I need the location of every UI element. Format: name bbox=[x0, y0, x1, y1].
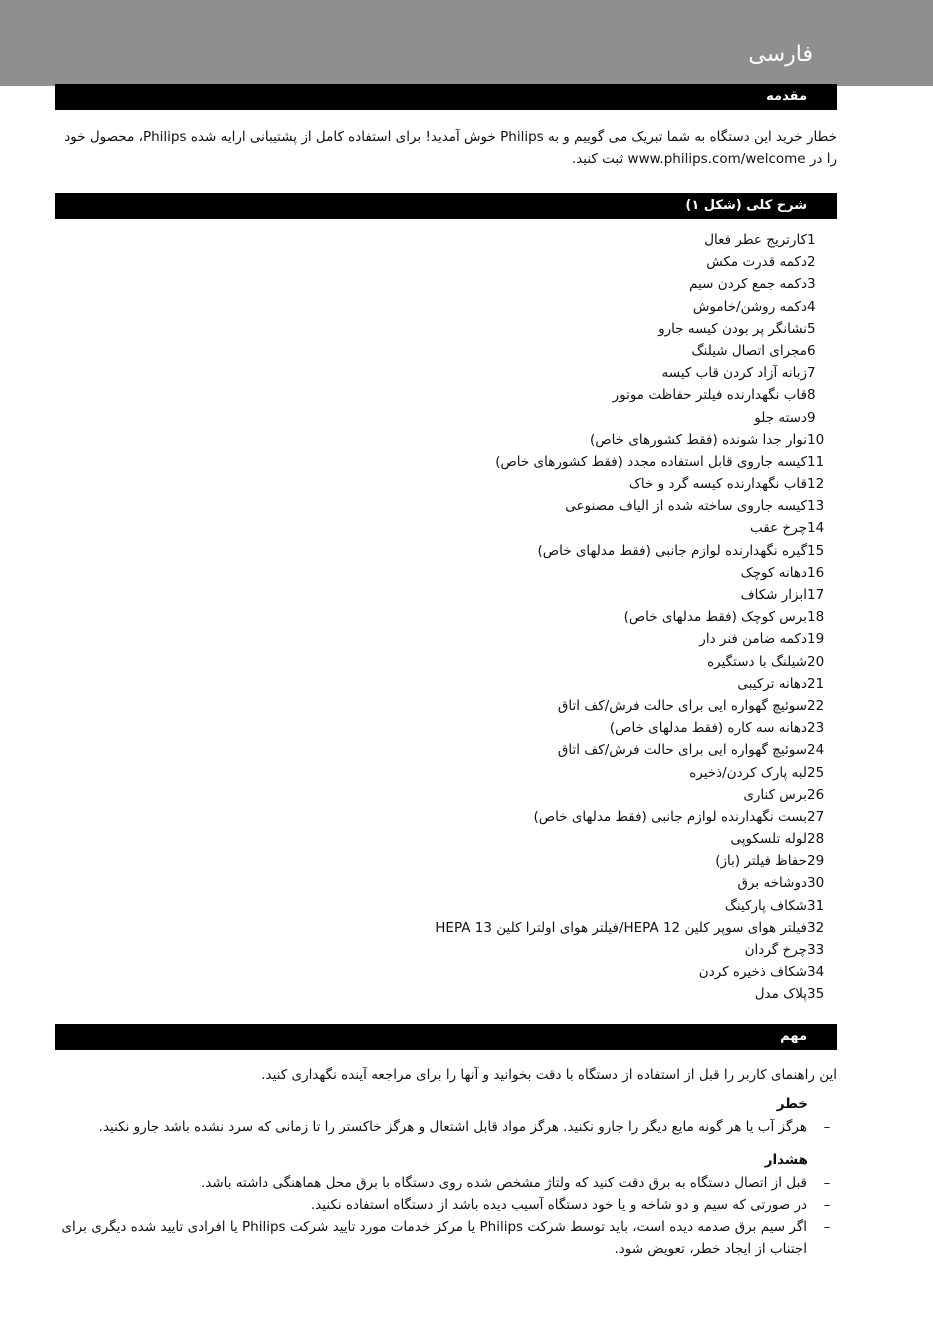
warning-item bbox=[55, 1194, 837, 1216]
overview-item bbox=[137, 939, 837, 961]
overview-item-text: زبانه آزاد کردن قاب کیسه bbox=[661, 365, 807, 382]
overview-item-number: 35 bbox=[807, 986, 825, 1003]
overview-item-number: 26 bbox=[807, 786, 825, 803]
dash-mark: – bbox=[823, 1197, 831, 1213]
overview-item-number: 14 bbox=[807, 520, 825, 537]
overview-item bbox=[137, 828, 837, 850]
overview-item bbox=[137, 562, 837, 584]
overview-item-number: 4 bbox=[807, 298, 816, 315]
overview-item-number: 8 bbox=[807, 387, 816, 404]
overview-item-number: 22 bbox=[807, 697, 825, 714]
danger-title: خطر bbox=[776, 1096, 808, 1112]
language-tab bbox=[0, 0, 933, 86]
overview-list bbox=[137, 229, 837, 1006]
overview-item-number: 1 bbox=[807, 232, 816, 248]
overview-item-text: چرخ عقب bbox=[750, 520, 807, 537]
overview-item bbox=[137, 784, 837, 806]
overview-item bbox=[137, 407, 837, 429]
overview-item bbox=[137, 340, 837, 362]
overview-item-number: 2 bbox=[807, 254, 816, 271]
overview-item-text: سوئیچ گهواره ایی برای حالت فرش/کف اتاق bbox=[557, 697, 807, 714]
overview-item-text: کارتریج عطر فعال bbox=[704, 232, 807, 248]
overview-item bbox=[137, 717, 837, 739]
overview-item bbox=[137, 517, 837, 539]
overview-item bbox=[137, 584, 837, 606]
overview-item-number: 6 bbox=[807, 342, 816, 359]
warning-item-text: قبل از اتصال دستگاه به برق دقت کنید که ولتاژ مشخص شده روی دستگاه با برق محل هماهنگی داشته باشد. bbox=[200, 1175, 807, 1191]
dash-mark: – bbox=[823, 1219, 831, 1235]
overview-item-number: 29 bbox=[807, 853, 825, 870]
intro-paragraph: خطار خرید این دستگاه به شما تبریک می گوییم و به Philips خوش آمدید! برای استفاده کامل از پشتیبانی ارایه شده Philips، محصول خود را در www.philips.com/welcome ثبت کنید. bbox=[64, 129, 837, 167]
overview-item bbox=[137, 673, 837, 695]
overview-item bbox=[137, 850, 837, 872]
overview-item-text: چرخ گردان bbox=[744, 942, 807, 958]
overview-item bbox=[137, 429, 837, 451]
overview-item-text: برس کناری bbox=[743, 786, 807, 803]
overview-item-number: 16 bbox=[807, 564, 825, 581]
overview-item-text: نشانگر پر بودن کیسه جارو bbox=[658, 320, 807, 337]
overview-item bbox=[137, 606, 837, 628]
overview-item-text: دکمه ضامن فنر دار bbox=[699, 631, 807, 648]
overview-item bbox=[137, 628, 837, 650]
warning-item-text: اگر سیم برق صدمه دیده است، باید توسط شرکت Philips یا مرکز خدمات مورد تایید شرکت Philips یا افرادی تایید شده دیگری برای اجتناب از ایجاد خطر، تعویض شود. bbox=[61, 1219, 807, 1257]
overview-item bbox=[137, 872, 837, 894]
danger-item bbox=[55, 1116, 837, 1138]
overview-item-text: دکمه جمع کردن سیم bbox=[689, 276, 807, 293]
overview-item-number: 34 bbox=[807, 964, 825, 981]
overview-item-number: 24 bbox=[807, 742, 825, 759]
overview-item bbox=[137, 229, 837, 251]
overview-item-number: 32 bbox=[807, 919, 825, 936]
section-bar-intro bbox=[55, 84, 837, 110]
overview-item bbox=[137, 296, 837, 318]
overview-item-number: 11 bbox=[807, 453, 825, 470]
overview-item-text: مجرای اتصال شیلنگ bbox=[691, 342, 807, 359]
overview-item-text: شکاف پارکینگ bbox=[724, 897, 807, 914]
overview-item-number: 21 bbox=[807, 675, 825, 692]
overview-item bbox=[137, 739, 837, 761]
overview-item-number: 7 bbox=[807, 365, 816, 382]
overview-item bbox=[137, 651, 837, 673]
overview-item-number: 30 bbox=[807, 875, 825, 892]
overview-item bbox=[137, 695, 837, 717]
overview-item bbox=[137, 495, 837, 517]
overview-item-number: 25 bbox=[807, 764, 825, 781]
danger-item-text: هرگز آب یا هر گونه مایع دیگر را جارو نکنید. هرگز مواد قابل اشتعال و هرگز خاکستر را تا زمانی که سرد نشده باشد جارو نکنید. bbox=[98, 1119, 807, 1135]
overview-item-text: لوله تلسکوپی bbox=[730, 831, 807, 848]
warning-item bbox=[55, 1172, 837, 1194]
overview-item-text: دسته جلو bbox=[754, 409, 807, 426]
overview-item-text: قاب نگهدارنده فیلتر حفاظت موتور bbox=[612, 387, 807, 404]
overview-item-text: گیره نگهدارنده لوازم جانبی (فقط مدلهای خاص) bbox=[537, 542, 807, 559]
overview-item-text: کیسه جاروی قابل استفاده مجدد (فقط کشورهای خاص) bbox=[495, 453, 807, 470]
overview-item-number: 5 bbox=[807, 320, 816, 337]
section-heading-intro: مقدمه bbox=[766, 89, 807, 104]
overview-item-text: دهانه سه کاره (فقط مدلهای خاص) bbox=[609, 720, 807, 737]
overview-item bbox=[137, 917, 837, 939]
overview-item-text: شکاف ذخیره کردن bbox=[698, 964, 807, 981]
language-title: فارسی bbox=[748, 42, 813, 67]
overview-item bbox=[137, 762, 837, 784]
overview-item bbox=[137, 273, 837, 295]
overview-item bbox=[137, 318, 837, 340]
overview-item bbox=[137, 362, 837, 384]
overview-item-number: 23 bbox=[807, 720, 825, 737]
overview-item-text: دکمه روشن/خاموش bbox=[692, 298, 807, 315]
warning-title: هشدار bbox=[764, 1152, 808, 1168]
overview-item-text: برس کوچک (فقط مدلهای خاص) bbox=[623, 609, 807, 626]
overview-item-number: 27 bbox=[807, 808, 825, 825]
overview-item bbox=[137, 384, 837, 406]
overview-item bbox=[137, 540, 837, 562]
overview-item-number: 28 bbox=[807, 831, 825, 848]
warning-item-text: در صورتی که سیم و دو شاخه و یا خود دستگاه آسیب دیده باشد از دستگاه استفاده نکنید. bbox=[310, 1197, 807, 1213]
overview-item-text: کیسه جاروی ساخته شده از الیاف مصنوعی bbox=[565, 498, 807, 515]
overview-item-text: دوشاخه برق bbox=[737, 875, 807, 892]
overview-item bbox=[137, 961, 837, 983]
overview-item bbox=[137, 895, 837, 917]
section-bar-important bbox=[55, 1024, 837, 1050]
overview-item-number: 20 bbox=[807, 653, 825, 670]
overview-item-text: شیلنگ با دستگیره bbox=[707, 653, 807, 670]
overview-item-text: فیلتر هوای سوپر کلین HEPA 12/فیلتر هوای اولترا کلین HEPA 13 bbox=[435, 919, 807, 936]
dash-mark: – bbox=[823, 1119, 831, 1135]
dash-mark: – bbox=[823, 1175, 831, 1191]
warning-item bbox=[55, 1216, 837, 1260]
overview-item-text: قاب نگهدارنده کیسه گرد و خاک bbox=[628, 476, 807, 493]
overview-item bbox=[137, 983, 837, 1005]
overview-item-text: لبه پارک کردن/ذخیره bbox=[689, 764, 807, 781]
overview-item-text: نوار جدا شونده (فقط کشورهای خاص) bbox=[589, 431, 807, 448]
overview-item-text: دهانه کوچک bbox=[740, 564, 807, 581]
overview-item bbox=[137, 251, 837, 273]
overview-item-number: 33 bbox=[807, 942, 825, 958]
overview-item-text: حفاظ فیلتر (باز) bbox=[715, 853, 807, 870]
section-heading-overview: شرح کلی (شکل ۱) bbox=[685, 198, 807, 213]
overview-item-number: 19 bbox=[807, 631, 825, 648]
overview-item-text: بست نگهدارنده لوازم جانبی (فقط مدلهای خاص) bbox=[533, 808, 807, 825]
overview-item-number: 15 bbox=[807, 542, 825, 559]
overview-item-number: 10 bbox=[807, 431, 825, 448]
important-paragraph: این راهنمای کاربر را قبل از استفاده از دستگاه با دقت بخوانید و آنها را برای مراجعه آینده نگهداری کنید. bbox=[261, 1067, 837, 1083]
overview-item bbox=[137, 806, 837, 828]
overview-item bbox=[137, 473, 837, 495]
section-heading-important: مهم bbox=[780, 1029, 807, 1044]
overview-item-number: 12 bbox=[807, 476, 825, 493]
overview-item-number: 17 bbox=[807, 587, 825, 603]
overview-item-number: 31 bbox=[807, 897, 825, 914]
overview-item-number: 9 bbox=[807, 409, 816, 426]
overview-item-number: 18 bbox=[807, 609, 825, 626]
overview-item-text: سوئیچ گهواره ایی برای حالت فرش/کف اتاق bbox=[557, 742, 807, 759]
overview-item-number: 3 bbox=[807, 276, 816, 293]
overview-item-text: دکمه قدرت مکش bbox=[706, 254, 807, 271]
overview-item-number: 13 bbox=[807, 498, 825, 515]
overview-item-text: ابزار شکاف bbox=[740, 587, 807, 603]
overview-item bbox=[137, 451, 837, 473]
section-bar-overview bbox=[55, 193, 837, 219]
overview-item-text: دهانه ترکیبی bbox=[737, 675, 807, 692]
overview-item-text: پلاک مدل bbox=[754, 986, 807, 1003]
